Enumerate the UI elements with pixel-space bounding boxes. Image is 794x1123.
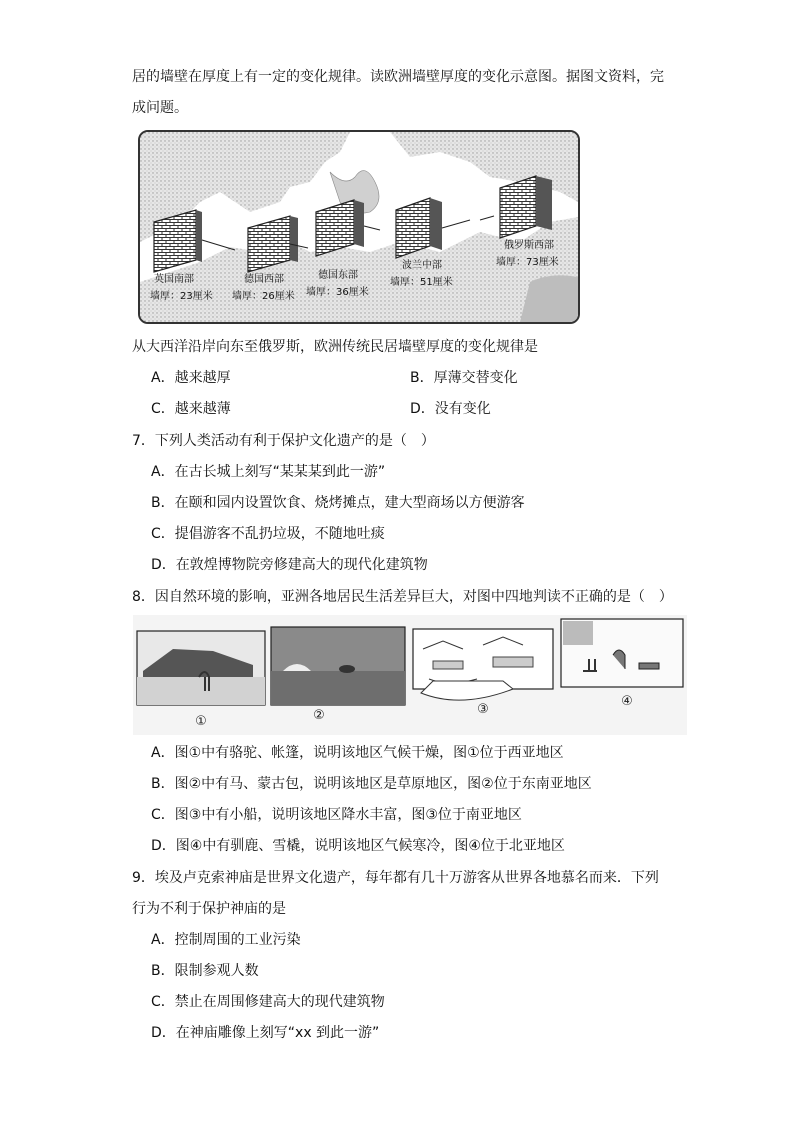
q9-stem-line-1: 9．埃及卢克索神庙是世界文化遗产，每年都有几十万游客从世界各地慕名而来．下列 (132, 870, 659, 886)
wall-5-thickness: 墙厚：73厘米 (496, 257, 559, 268)
q6-stem: 从大西洋沿岸向东至俄罗斯，欧洲传统民居墙壁厚度的变化规律是 (132, 339, 538, 355)
q8-option-a: A．图①中有骆驼、帐篷，说明该地区气候干燥，图①位于西亚地区 (151, 745, 564, 761)
photo-3-water-boats (413, 629, 553, 700)
photo-2-grassland-yurt (271, 627, 405, 705)
wall-3-region: 德国东部 (318, 270, 358, 281)
wall-1-region: 英国南部 (154, 274, 194, 285)
photo-1-desert-tent (137, 631, 265, 705)
q6-option-d: D．没有变化 (410, 401, 491, 417)
europe-wall-thickness-map (138, 130, 580, 324)
q6-option-a: A．越来越厚 (151, 370, 231, 386)
wall-1-thickness: 墙厚：23厘米 (150, 291, 213, 302)
q9-option-a: A．控制周围的工业污染 (151, 932, 301, 948)
q8-option-b: B．图②中有马、蒙古包，说明该地区是草原地区，图②位于东南亚地区 (151, 776, 592, 792)
q7-stem: 7．下列人类活动有利于保护文化遗产的是（ ） (132, 433, 435, 449)
q8-stem: 8．因自然环境的影响，亚洲各地居民生活差异巨大，对图中四地判读不正确的是（ ） (132, 589, 673, 605)
q9-stem-line-2: 行为不利于保护神庙的是 (132, 901, 286, 917)
photos-illustration (133, 615, 687, 735)
wall-2-region: 德国西部 (244, 274, 284, 285)
intro-line-1: 居的墙壁在厚度上有一定的变化规律。读欧洲墙壁厚度的变化示意图。据图文资料，完 (132, 69, 664, 85)
photo-label-2: ② (313, 708, 325, 723)
q8-option-d: D．图④中有驯鹿、雪橇，说明该地区气候寒冷，图④位于北亚地区 (151, 838, 565, 854)
intro-line-2: 成问题。 (132, 100, 188, 116)
photo-label-1: ① (195, 714, 207, 729)
wall-2-thickness: 墙厚：26厘米 (232, 291, 295, 302)
wall-5-region: 俄罗斯西部 (504, 240, 554, 251)
q7-option-d: D．在敦煌博物院旁修建高大的现代化建筑物 (151, 557, 428, 573)
wall-3-icon (316, 200, 364, 256)
q8-option-c: C．图③中有小船，说明该地区降水丰富，图③位于南亚地区 (151, 807, 522, 823)
q7-option-a: A．在古长城上刻写“某某某到此一游” (151, 464, 386, 480)
wall-4-region: 波兰中部 (402, 260, 442, 271)
q9-option-d: D．在神庙雕像上刻写“xx 到此一游” (151, 1025, 380, 1041)
q7-option-c: C．提倡游客不乱扔垃圾，不随地吐痰 (151, 526, 385, 542)
wall-4-thickness: 墙厚：51厘米 (390, 277, 453, 288)
q9-option-c: C．禁止在周围修建高大的现代建筑物 (151, 994, 385, 1010)
photo-label-3: ③ (477, 702, 489, 717)
q7-option-b: B．在颐和园内设置饮食、烧烤摊点，建大型商场以方便游客 (151, 495, 525, 511)
wall-3-thickness: 墙厚：36厘米 (306, 287, 369, 298)
asia-photos-strip (133, 615, 687, 735)
photo-4-reindeer-sled (561, 619, 683, 687)
photo-label-4: ④ (621, 694, 633, 709)
q6-option-c: C．越来越薄 (151, 401, 231, 417)
q9-option-b: B．限制参观人数 (151, 963, 259, 979)
map-illustration (140, 132, 578, 322)
wall-4-icon (396, 198, 442, 258)
q6-option-b: B．厚薄交替变化 (410, 370, 518, 386)
